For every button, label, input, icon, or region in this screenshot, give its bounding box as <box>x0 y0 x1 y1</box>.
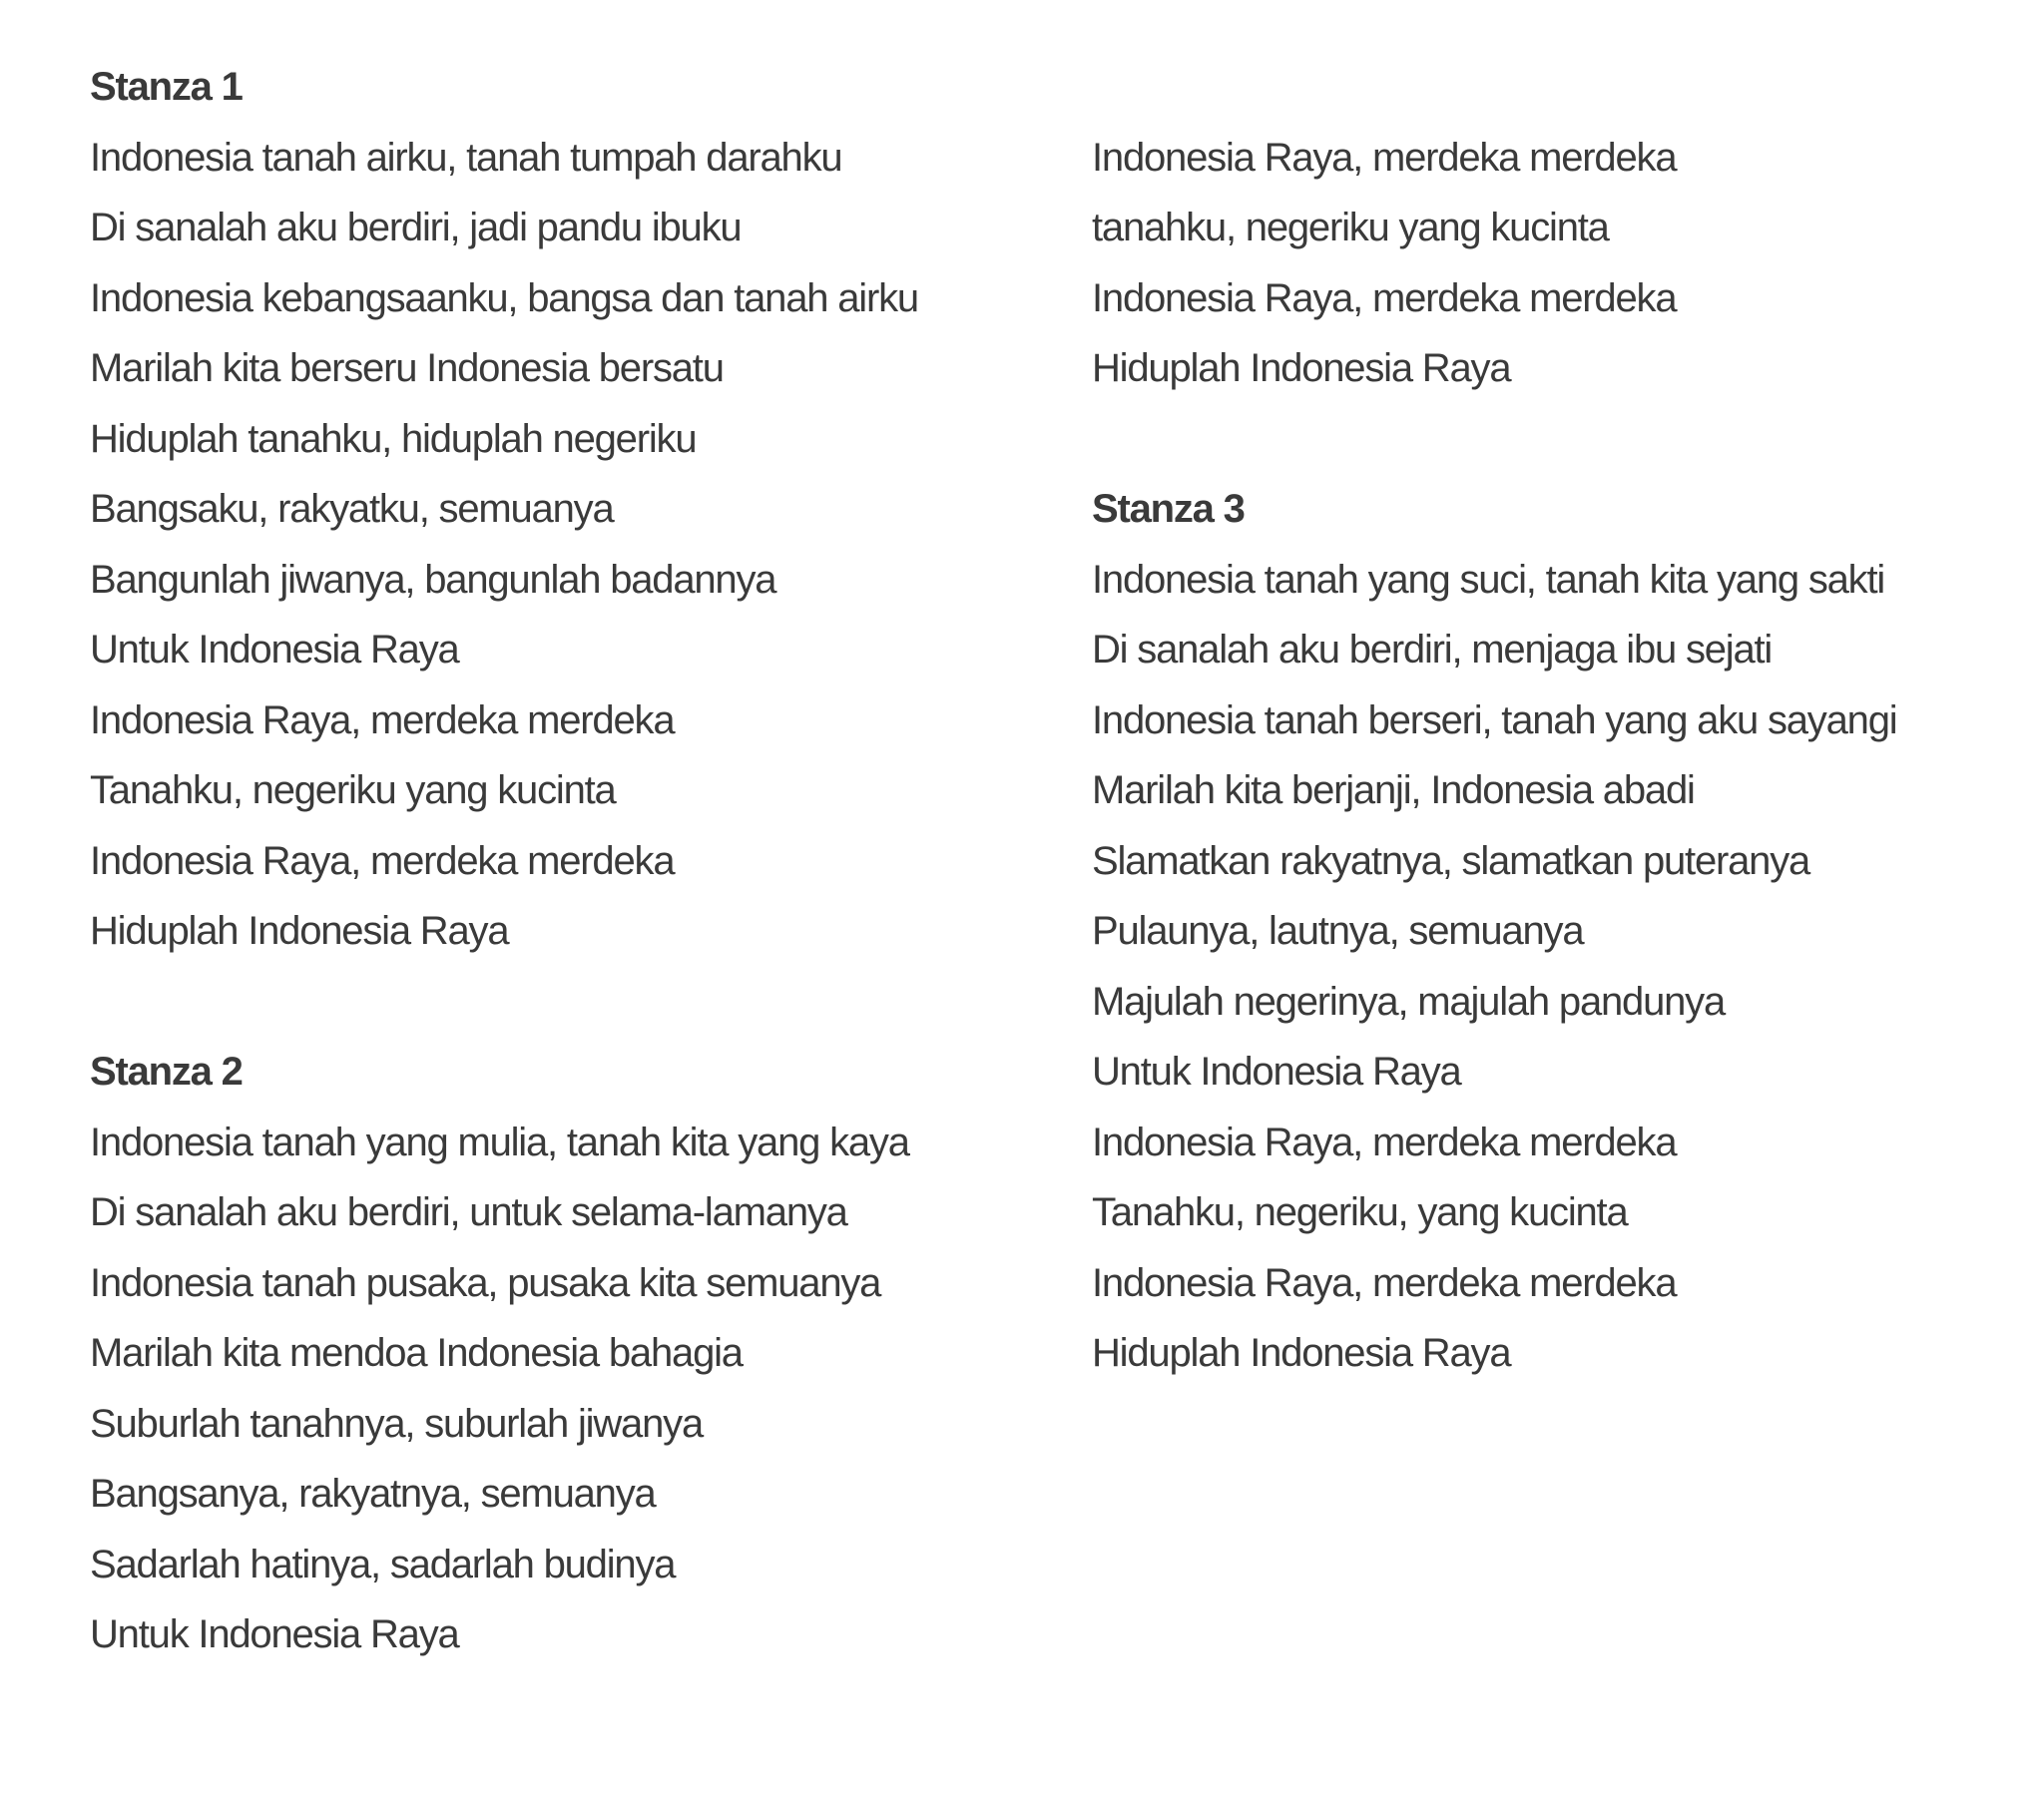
stanza-2-lines <box>90 1108 1048 1670</box>
lyric-line: Indonesia tanah berseri, tanah yang aku sayangi <box>1092 697 1897 742</box>
lyric-line: Indonesia Raya, merdeka merdeka <box>1092 1120 1677 1164</box>
stanza-2-heading: Stanza 2 <box>90 1050 243 1094</box>
lyric-line: Indonesia tanah airku, tanah tumpah darahku <box>90 135 842 180</box>
lyric-line: Indonesia Raya, merdeka merdeka <box>1092 1260 1677 1305</box>
lyric-line: Indonesia Raya, merdeka merdeka <box>90 697 675 742</box>
lyric-line: Di sanalah aku berdiri, untuk selama-lamanya <box>90 1190 847 1234</box>
lyric-line: Di sanalah aku berdiri, jadi pandu ibuku <box>90 206 742 249</box>
lyric-line: Marilah kita berseru Indonesia bersatu <box>90 346 724 390</box>
lyric-line: Pulaunya, lautnya, semuanya <box>1092 909 1584 953</box>
lyric-line: Tanahku, negeriku, yang kucinta <box>1092 1190 1628 1234</box>
lyric-line: Indonesia tanah yang suci, tanah kita yang sakti <box>1092 557 1885 602</box>
lyric-line: Untuk Indonesia Raya <box>90 1612 459 1656</box>
lyric-line: Untuk Indonesia Raya <box>90 628 459 672</box>
stanza-3-lines <box>1092 545 2010 1389</box>
lyric-line: Marilah kita berjanji, Indonesia abadi <box>1092 768 1695 812</box>
stanza-2-continued-lines <box>1092 123 2010 404</box>
lyric-line: Hiduplah tanahku, hiduplah negeriku <box>90 416 697 461</box>
lyric-line: Bangunlah jiwanya, bangunlah badannya <box>90 557 776 602</box>
lyric-line: Bangsanya, rakyatnya, semuanya <box>90 1472 656 1516</box>
lyric-line: Majulah negerinya, majulah pandunya <box>1092 979 1726 1024</box>
lyric-line: Indonesia tanah yang mulia, tanah kita yang kaya <box>90 1120 909 1164</box>
stanza-1-lines <box>90 123 1048 967</box>
lyric-line: Di sanalah aku berdiri, menjaga ibu sejati <box>1092 628 1773 672</box>
lyric-line: Hiduplah Indonesia Raya <box>90 909 509 953</box>
lyric-line: Suburlah tanahnya, suburlah jiwanya <box>90 1401 703 1446</box>
lyric-line: Hiduplah Indonesia Raya <box>1092 1331 1511 1375</box>
column-top-gap <box>1092 52 2010 123</box>
lyric-line: Indonesia Raya, merdeka merdeka <box>90 838 675 883</box>
lyric-line: Hiduplah Indonesia Raya <box>1092 346 1511 390</box>
left-column <box>90 52 1048 1670</box>
lyric-line: Slamatkan rakyatnya, slamatkan puteranya <box>1092 838 1810 883</box>
stanza-3-heading: Stanza 3 <box>1092 487 1245 531</box>
lyric-line: Indonesia Raya, merdeka merdeka <box>1092 275 1677 320</box>
lyric-line: Tanahku, negeriku yang kucinta <box>90 768 616 812</box>
lyric-line: Indonesia Raya, merdeka merdeka <box>1092 135 1677 180</box>
lyric-line: Indonesia tanah pusaka, pusaka kita semuanya <box>90 1260 881 1305</box>
stanza-gap <box>90 967 1048 1038</box>
stanza-gap <box>1092 404 2010 475</box>
lyric-line: Bangsaku, rakyatku, semuanya <box>90 487 614 531</box>
lyric-line: tanahku, negeriku yang kucinta <box>1092 206 1609 249</box>
right-column <box>1092 52 2010 1389</box>
lyric-line: Indonesia kebangsaanku, bangsa dan tanah airku <box>90 275 918 320</box>
lyric-line: Sadarlah hatinya, sadarlah budinya <box>90 1542 676 1586</box>
stanza-1-heading: Stanza 1 <box>90 65 243 109</box>
lyric-line: Marilah kita mendoa Indonesia bahagia <box>90 1331 743 1375</box>
lyric-line: Untuk Indonesia Raya <box>1092 1050 1461 1094</box>
